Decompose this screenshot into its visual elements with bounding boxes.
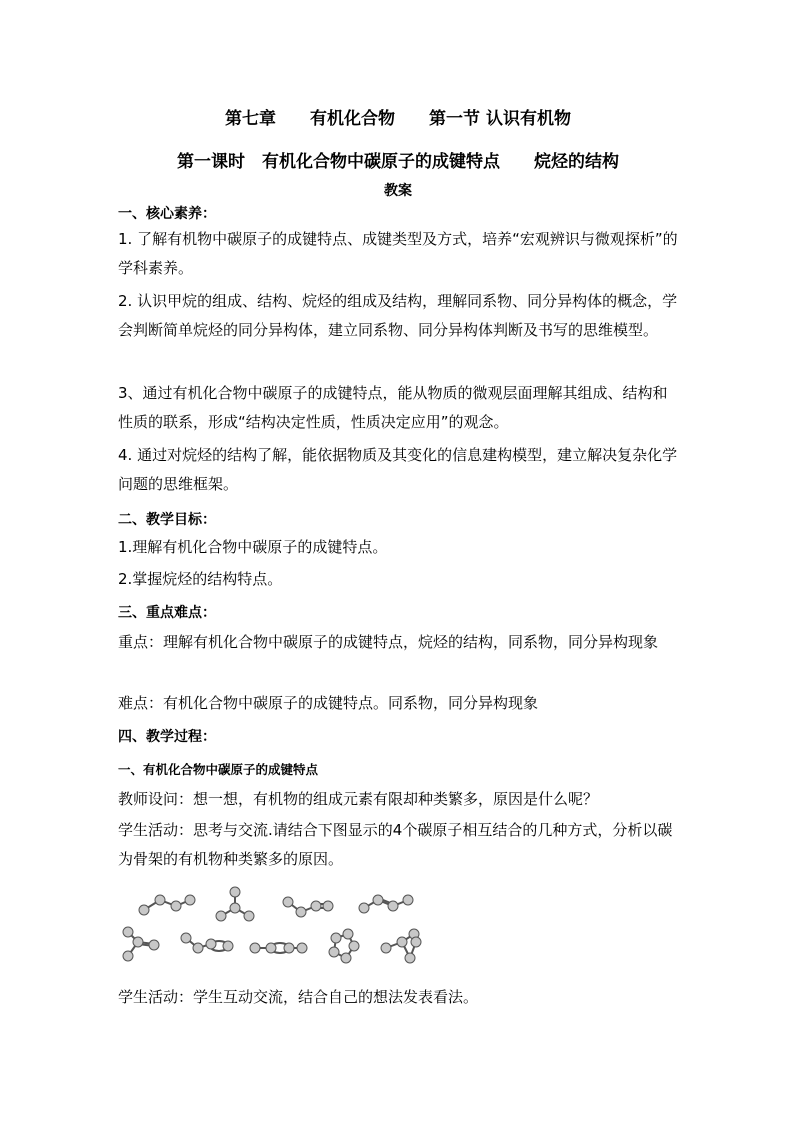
- key-point: 重点：理解有机化合物中碳原子的成键特点，烷烃的结构，同系物，同分异构现象: [118, 633, 659, 651]
- section-heading-goals: 二、教学目标：: [118, 512, 216, 528]
- section-heading-focus: 三、重点难点：: [118, 605, 216, 621]
- carbon-bonding-figure: [118, 880, 678, 970]
- core-item-2: 2. 认识甲烷的组成、结构、烷烃的组成及结构，理解同系物、同分异构体的概念，学会判断简单烷烃的同分异构体，建立同系物、同分异构体判断及书写的思维模型。: [118, 292, 678, 339]
- core-item-1: 1. 了解有机物中碳原子的成键特点、成键类型及方式，培养“宏观辨识与微观探析”的学科素养。: [118, 230, 678, 277]
- core-item-4: 4. 通过对烷烃的结构了解，能依据物质及其变化的信息建构模型，建立解决复杂化学问题的思维框架。: [118, 446, 678, 493]
- subsection-title: 一、有机化合物中碳原子的成键特点: [118, 762, 319, 777]
- difficult-point: 难点：有机化合物中碳原子的成键特点。同系物，同分异构现象: [118, 694, 539, 712]
- teacher-question: 教师设问：想一想，有机物的组成元素有限却种类繁多，原因是什么呢？: [118, 790, 599, 808]
- carbon-atom-spheres: [123, 887, 421, 963]
- section-heading-core: 一、核心素养：: [118, 206, 216, 222]
- student-activity-1: 学生活动：思考与交流.请结合下图显示的4个碳原子相互结合的几种方式，分析以碳为骨架的有机物种类繁多的原因。: [118, 821, 673, 868]
- goal-item-1: 1.理解有机化合物中碳原子的成键特点。: [118, 538, 388, 556]
- section-heading-process: 四、教学过程：: [118, 729, 216, 745]
- doc-type-label: 教案: [384, 183, 412, 199]
- goal-item-2: 2.掌握烷烃的结构特点。: [118, 570, 283, 588]
- student-activity-2: 学生活动：学生互动交流，结合自己的想法发表看法。: [118, 988, 479, 1006]
- core-item-3: 3、通过有机化合物中碳原子的成键特点，能从物质的微观层面理解其组成、结构和性质的联系，形成“结构决定性质，性质决定应用”的观念。: [118, 384, 668, 431]
- chapter-title: 第七章 有机化合物 第一节 认识有机物: [225, 109, 571, 129]
- lesson-title: 第一课时 有机化合物中碳原子的成键特点 烷烃的结构: [177, 152, 619, 172]
